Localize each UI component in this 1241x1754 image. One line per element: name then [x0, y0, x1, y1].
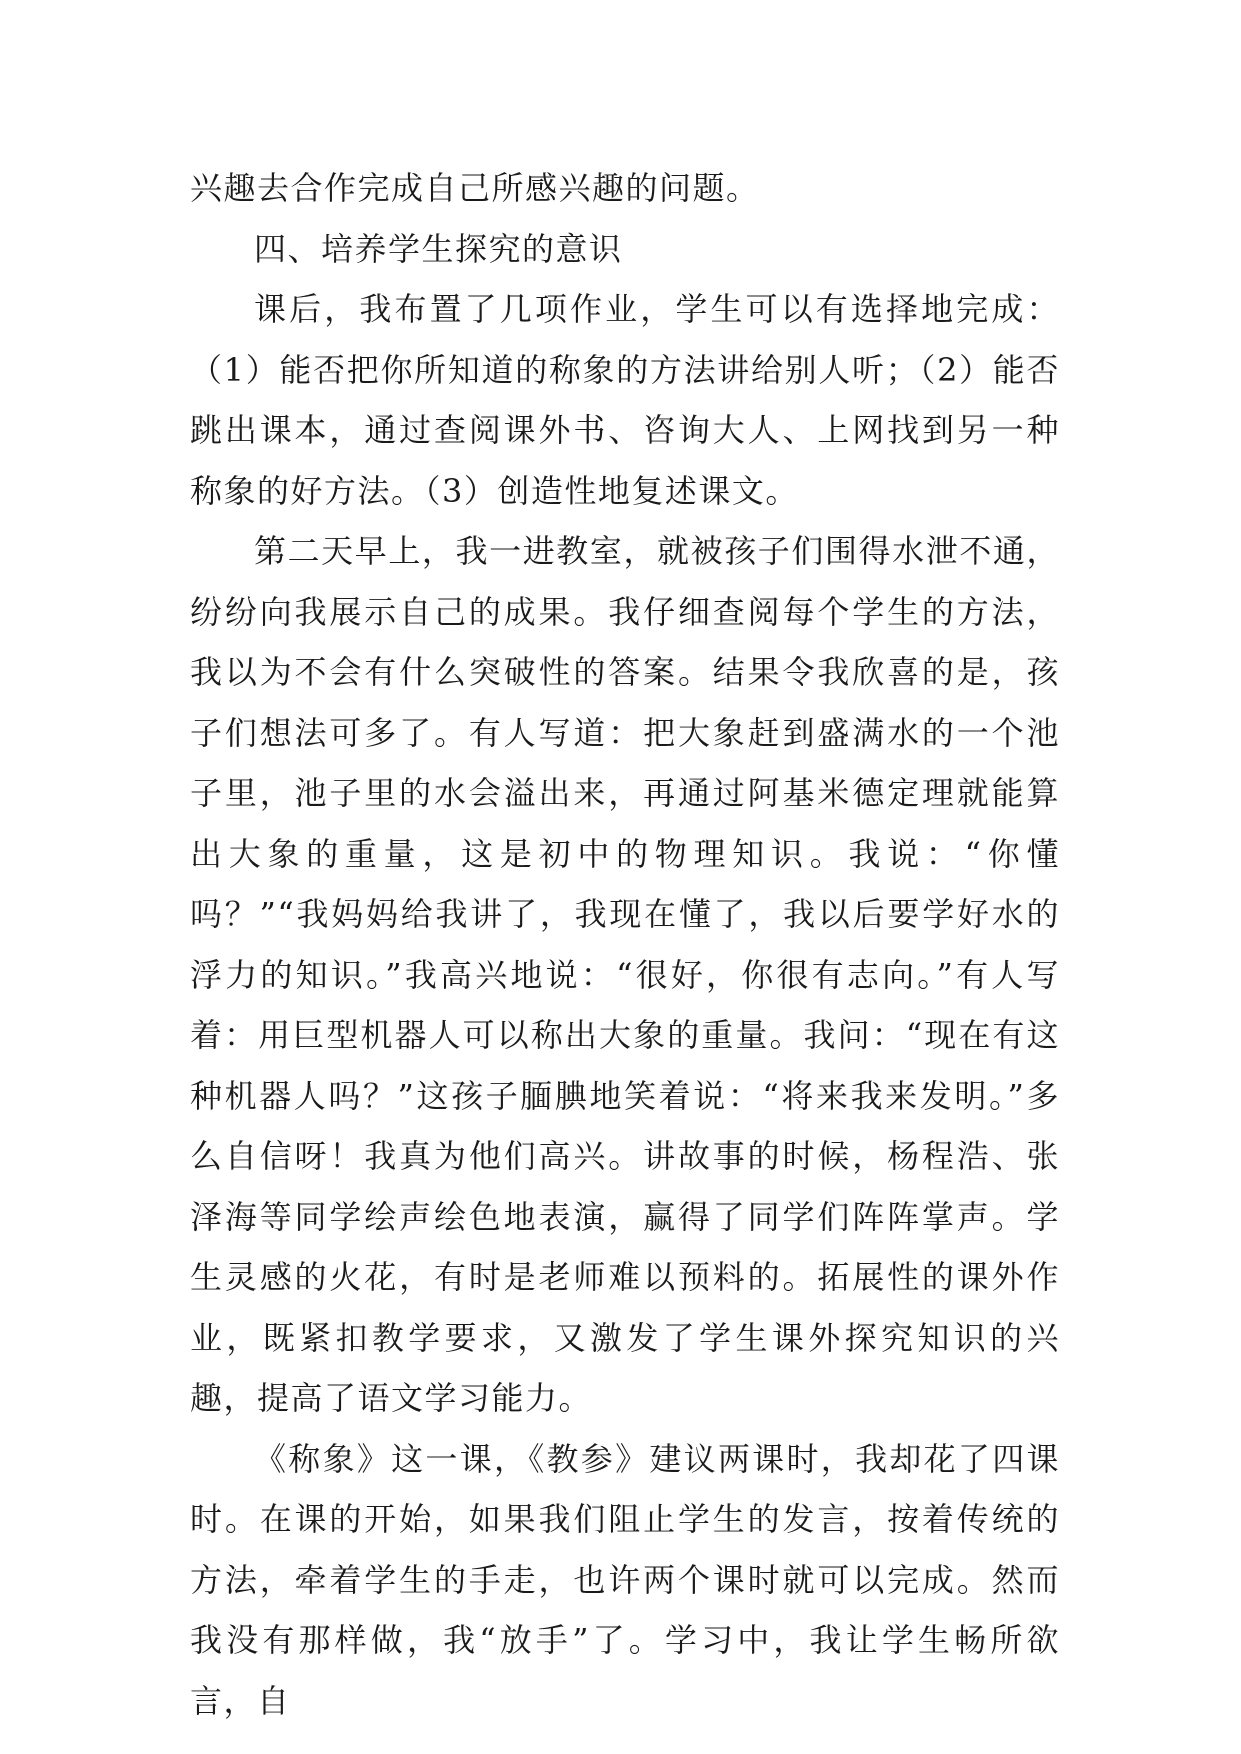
- paragraph-homework: 课后，我布置了几项作业，学生可以有选择地完成：（1）能否把你所知道的称象的方法讲给别人听；（2）能否跳出课本，通过查阅课外书、咨询大人、上网找到另一种称象的好方法。（3）创造性地复述课文。: [190, 290, 1060, 510]
- paragraph-continuation: 兴趣去合作完成自己所感兴趣的问题。: [190, 169, 760, 207]
- document-body: [190, 158, 1060, 1731]
- paragraph-results: 第二天早上，我一进教室，就被孩子们围得水泄不通，纷纷向我展示自己的成果。我仔细查阅每个学生的方法，我以为不会有什么突破性的答案。结果令我欣喜的是，孩子们想法可多了。有人写道：把大象赶到盛满水的一个池子里，池子里的水会溢出来，再通过阿基米德定理就能算出大象的重量，这是初中的物理知识。我说：“你懂吗？”“我妈妈给我讲了，我现在懂了，我以后要学好水的浮力的知识。”我高兴地说：“很好，你很有志向。”有人写着：用巨型机器人可以称出大象的重量。我问：“现在有这种机器人吗？”这孩子腼腆地笑着说：“将来我来发明。”多么自信呀！我真为他们高兴。讲故事的时候，杨程浩、张泽海等同学绘声绘色地表演，赢得了同学们阵阵掌声。学生灵感的火花，有时是老师难以预料的。拓展性的课外作业，既紧扣教学要求，又激发了学生课外探究知识的兴趣，提高了语文学习能力。: [190, 532, 1060, 1417]
- paragraph-reflection: 《称象》这一课，《教参》建议两课时，我却花了四课时。在课的开始，如果我们阻止学生的发言，按着传统的方法，牵着学生的手走，也许两个课时就可以完成。然而我没有那样做，我“放手”了。学习中，我让学生畅所欲言，自: [190, 1439, 1060, 1720]
- section-heading: 四、培养学生探究的意识: [254, 229, 623, 268]
